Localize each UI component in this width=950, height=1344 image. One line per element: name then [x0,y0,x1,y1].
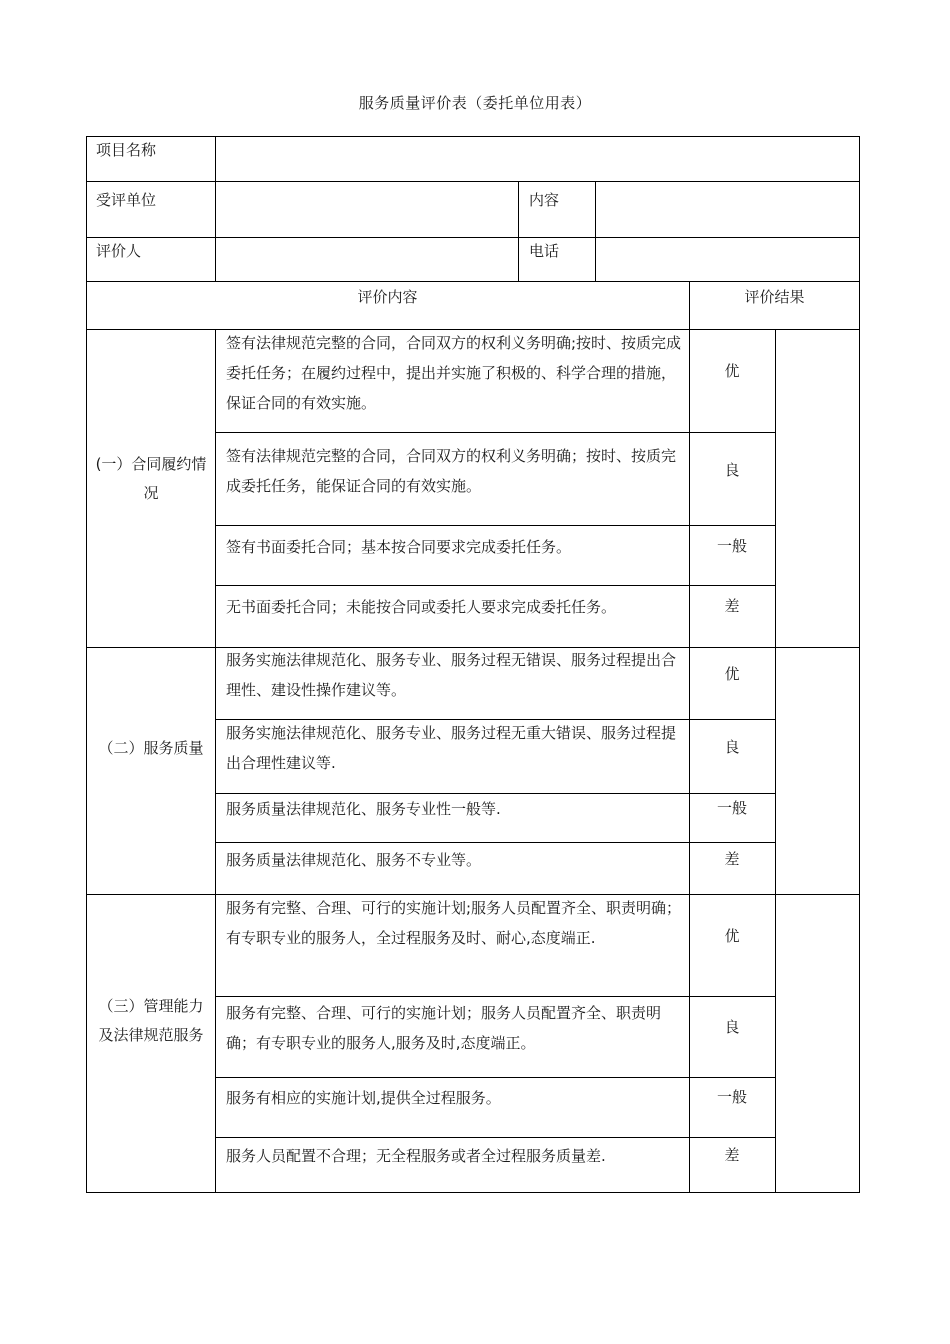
row-divider [215,525,776,526]
phone-label: 电话 [529,242,560,260]
grade-label: 一般 [716,1088,747,1106]
row-divider [215,1077,776,1078]
content-value[interactable] [606,186,846,230]
grade-label: 一般 [716,537,747,555]
page-title: 服务质量评价表（委托单位用表） [358,94,592,112]
criteria-description: 服务有完整、合理、可行的实施计划;服务人员配置齐全、职责明确；有专职专业的服务人，全过程服务及时、耐心,态度端正. [226,899,682,947]
content-label: 内容 [529,191,560,209]
criteria-description: 服务实施法律规范化、服务专业、服务过程无错误、服务过程提出合理性、建设性操作建议等。 [226,651,677,699]
criteria-description: 签有法律规范完整的合同，合同双方的权利义务明确;按时、按质完成委托任务；在履约过程中，提出并实施了积极的、科学合理的措施，保证合同的有效实施。 [226,334,682,412]
row-divider [215,1137,776,1138]
result-column-header: 评价结果 [744,288,805,306]
criteria-description: 无书面委托合同；未能按合同或委托人要求完成委托任务。 [226,598,617,616]
grade-label: 一般 [716,799,747,817]
grade-label: 差 [724,1146,740,1164]
col-divider [595,181,596,282]
grade-label: 良 [724,461,740,479]
col-divider [215,329,216,1193]
row-divider [86,181,860,182]
grade-label: 优 [724,927,740,945]
col-divider [775,329,776,1193]
grade-label: 差 [724,597,740,615]
criteria-description: 服务质量法律规范化、服务不专业等。 [226,851,482,869]
criteria-description: 签有书面委托合同；基本按合同要求完成委托任务。 [226,538,572,556]
row-divider [86,281,860,282]
criteria-description: 签有法律规范完整的合同，合同双方的权利义务明确；按时、按质完成委托任务，能保证合同的有效实施。 [226,447,677,495]
evaluated-unit-value[interactable] [226,186,506,230]
grade-label: 优 [724,665,740,683]
criteria-description: 服务实施法律规范化、服务专业、服务过程无重大错误、服务过程提出合理性建议等. [226,724,677,772]
criteria-description: 服务有完整、合理、可行的实施计划；服务人员配置齐全、职责明确；有专职专业的服务人,服务及时,态度端正。 [226,1004,662,1052]
criteria-description: 服务有相应的实施计划,提供全过程服务。 [226,1089,501,1107]
grade-label: 良 [724,1018,740,1036]
row-divider [215,996,776,997]
grade-label: 良 [724,738,740,756]
grade-label: 优 [724,362,740,380]
category-management-capability: （三）管理能力及法律规范服务 [98,997,204,1044]
table-border-bottom [86,1192,860,1193]
criteria-description: 服务质量法律规范化、服务专业性一般等. [226,800,501,818]
row-divider [215,432,776,433]
grade-label: 差 [724,850,740,868]
evaluated-unit-label: 受评单位 [96,191,157,209]
col-divider [518,181,519,282]
content-column-header: 评价内容 [357,288,418,306]
project-name-label: 项目名称 [96,141,157,159]
evaluator-value[interactable] [226,237,506,277]
row-divider [215,842,776,843]
phone-value[interactable] [606,237,846,277]
evaluator-label: 评价人 [96,242,142,260]
row-divider [215,585,776,586]
project-name-value[interactable] [226,136,846,180]
category-service-quality: （二）服务质量 [98,739,204,757]
category-contract-performance: (一）合同履约情况 [95,455,207,502]
criteria-description: 服务人员配置不合理；无全程服务或者全过程服务质量差. [226,1147,606,1165]
col-divider [215,136,216,282]
